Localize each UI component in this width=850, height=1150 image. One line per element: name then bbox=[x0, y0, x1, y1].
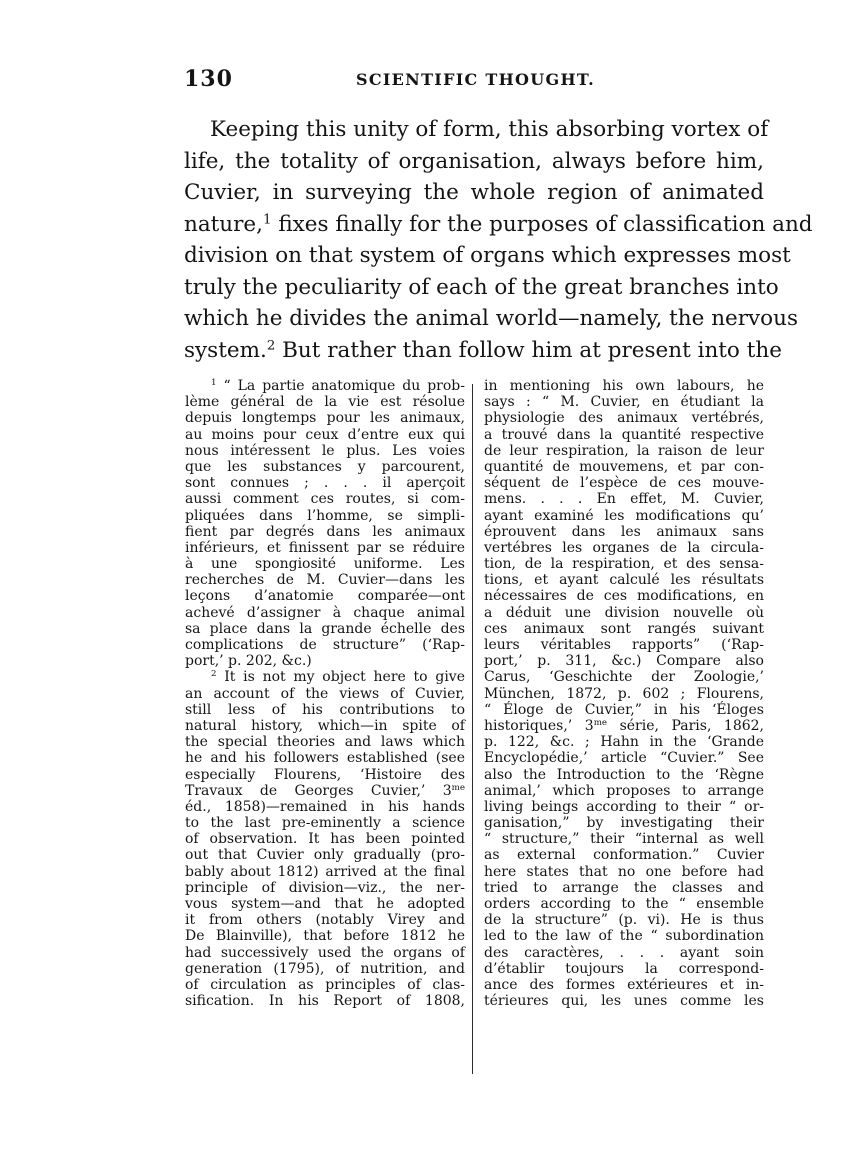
footnote-line: mens. . . . En effet, M. Cuvier, bbox=[484, 491, 764, 508]
running-head bbox=[184, 66, 764, 94]
footnote-line: à une spongiosité uniforme. Les bbox=[185, 556, 465, 573]
footnote-line: achevé d’assigner à chaque animal bbox=[185, 604, 465, 621]
body-line: nature,$^1$ fixes finally for the purposes of classification and bbox=[184, 211, 813, 237]
footnote-line: lème général de la vie est résolue bbox=[185, 394, 465, 411]
footnote-line: the special theories and laws which bbox=[185, 734, 465, 751]
body-line: life, the totality of organisation, always before him, bbox=[184, 148, 764, 174]
footnote-line: complications de structure” (‘Rap- bbox=[185, 637, 465, 653]
footnote-line: port,’ p. 202, &c.) bbox=[185, 653, 312, 670]
body-line: which he divides the animal world—namely, the nervous bbox=[184, 306, 799, 331]
footnote-line: Travaux de Georges Cuvier,’ $3^{me}$ bbox=[185, 782, 465, 799]
footnote-column-left bbox=[185, 378, 465, 1009]
footnote-line: living beings according to their “ or- bbox=[484, 798, 764, 815]
footnote-line: here states that no one before had bbox=[484, 863, 764, 880]
footnote-line: a trouvé dans la quantité respective bbox=[484, 426, 764, 443]
footnote-line: also the Introduction to the ‘Règne bbox=[484, 766, 764, 783]
footnote-line: animal,’ which proposes to arrange bbox=[484, 782, 764, 799]
footnote-line: a déduit une division nouvelle où bbox=[484, 604, 764, 621]
footnote-line: out that Cuvier only gradually (pro- bbox=[185, 847, 465, 864]
footnote-line: as external conformation.” Cuvier bbox=[484, 847, 764, 864]
footnote-line: he and his followers established (see bbox=[185, 750, 465, 767]
footnote-line: de leur respiration, la raison de leur bbox=[484, 442, 764, 459]
footnote-line: “ Éloge de Cuvier,” in his ‘Éloges bbox=[484, 701, 764, 718]
footnote-line: bably about 1812) arrived at the final bbox=[185, 863, 465, 880]
footnote-line: d’établir toujours la correspond- bbox=[484, 960, 764, 977]
footnote-line: tions, et ayant calculé les résultats bbox=[484, 572, 764, 589]
footnote-line: quantité de mouvemens, et par con- bbox=[484, 458, 764, 475]
footnote-line: says : “ M. Cuvier, en étudiant la bbox=[484, 394, 764, 411]
footnote-line: éprouvent dans les animaux sans bbox=[484, 523, 764, 540]
column-divider bbox=[472, 384, 473, 1074]
footnote-line: to the last pre-eminently a science bbox=[185, 815, 465, 832]
footnote-column-right bbox=[484, 378, 764, 1009]
body-line: system.$^2$ But rather than follow him at present into the bbox=[184, 337, 782, 363]
footnote-line: in mentioning his own labours, he bbox=[484, 378, 764, 394]
footnote-line: vertébres les organes de la circula- bbox=[484, 539, 764, 556]
footnote-line: orders according to the “ ensemble bbox=[484, 896, 764, 912]
footnote-line: had successively used the organs of bbox=[185, 944, 465, 961]
footnote-line: aussi comment ces routes, si com- bbox=[185, 491, 465, 508]
footnote-line: physiologie des animaux vertébrés, bbox=[484, 410, 764, 427]
footnote-line: tion, de la respiration, et des sensa- bbox=[484, 556, 764, 573]
footnote-line: nécessaires de ces modifications, en bbox=[484, 588, 764, 605]
footnote-line: sification. In his Report of 1808, bbox=[185, 993, 465, 1010]
footnote-line: generation (1795), of nutrition, and bbox=[185, 960, 465, 977]
footnote-line: des caractères, . . . ayant soin bbox=[484, 944, 764, 961]
footnote-line: natural history, which—in spite of bbox=[185, 717, 465, 734]
footnote-line: térieures qui, les unes comme les bbox=[484, 993, 764, 1010]
body-paragraph bbox=[184, 114, 813, 366]
footnote-line: principle of division—viz., the ner- bbox=[185, 879, 465, 896]
footnote-line: ayant examiné les modifications qu’ bbox=[484, 507, 764, 524]
body-line: Keeping this unity of form, this absorbing vortex of bbox=[210, 117, 769, 142]
footnote-line: it from others (notably Virey and bbox=[185, 912, 465, 929]
footnote-line: De Blainville), that before 1812 he bbox=[185, 928, 465, 945]
footnote-line: an account of the views of Cuvier, bbox=[185, 685, 465, 702]
footnote-line: of observation. It has been pointed bbox=[185, 831, 465, 848]
footnote-line: Encyclopédie,’ article “Cuvier.” See bbox=[484, 750, 764, 767]
footnote-line: que les substances y parcourent, bbox=[185, 458, 465, 475]
footnote-line: au moins pour ceux d’entre eux qui bbox=[185, 426, 465, 443]
footnote-line: leurs véritables rapports” (‘Rap- bbox=[484, 637, 764, 653]
running-title: SCIENTIFIC THOUGHT. bbox=[356, 70, 595, 89]
footnote-line: of circulation as principles of clas- bbox=[185, 976, 465, 993]
footnote-line: tried to arrange the classes and bbox=[484, 879, 764, 896]
footnote-line: sa place dans la grande échelle des bbox=[185, 620, 465, 637]
footnote-line: port,’ p. 311, &c.) Compare also bbox=[484, 653, 764, 670]
footnote-line: p. 122, &c. ; Hahn in the ‘Grande bbox=[484, 734, 764, 751]
footnote-line: sont connues ; . . . il aperçoit bbox=[185, 475, 465, 492]
footnote-line: ganisation,” by investigating their bbox=[484, 815, 764, 832]
footnote-line: historiques,’ $3^{me}$ série, Paris, 1862, bbox=[484, 717, 765, 734]
footnote-line: de la structure” (p. vi). He is thus bbox=[484, 912, 764, 929]
page-number: 130 bbox=[184, 66, 233, 92]
footnote-line: depuis longtemps pour les animaux, bbox=[185, 410, 465, 427]
body-line: Cuvier, in surveying the whole region of animated bbox=[184, 180, 764, 205]
footnote-line: $^1$ “ La partie anatomique du prob- bbox=[211, 378, 465, 394]
footnote-line: vous system—and that he adopted bbox=[185, 896, 465, 912]
footnote-line: nous intéressent le plus. Les voies bbox=[185, 442, 465, 459]
footnote-line: éd., 1858)—remained in his hands bbox=[185, 798, 465, 815]
footnote-line: ance des formes extérieures et in- bbox=[484, 976, 764, 993]
footnote-line: “ structure,” their “internal as well bbox=[484, 831, 764, 848]
footnote-line: pliquées dans l’homme, se simpli- bbox=[185, 507, 465, 524]
footnote-line: fient par degrés dans les animaux bbox=[185, 523, 465, 540]
footnote-line: München, 1872, p. 602 ; Flourens, bbox=[484, 685, 764, 702]
body-line: truly the peculiarity of each of the great branches into bbox=[184, 274, 779, 300]
footnote-line: ces animaux sont rangés suivant bbox=[484, 620, 764, 637]
footnote-line: $^2$ It is not my object here to give bbox=[211, 669, 465, 686]
footnote-line: inférieurs, et finissent par se réduire bbox=[185, 539, 465, 556]
footnote-line: recherches de M. Cuvier—dans les bbox=[185, 572, 465, 589]
footnote-line: especially Flourens, ‘Histoire des bbox=[185, 766, 465, 783]
footnote-line: séquent de l’espèce de ces mouve- bbox=[484, 475, 764, 492]
footnote-line: leçons d’anatomie comparée—ont bbox=[185, 588, 465, 605]
footnote-line: still less of his contributions to bbox=[185, 701, 465, 718]
footnote-line: led to the law of the “ subordination bbox=[484, 928, 764, 945]
body-line: division on that system of organs which expresses most bbox=[184, 243, 791, 268]
footnote-line: Carus, ‘Geschichte der Zoologie,’ bbox=[484, 669, 764, 686]
